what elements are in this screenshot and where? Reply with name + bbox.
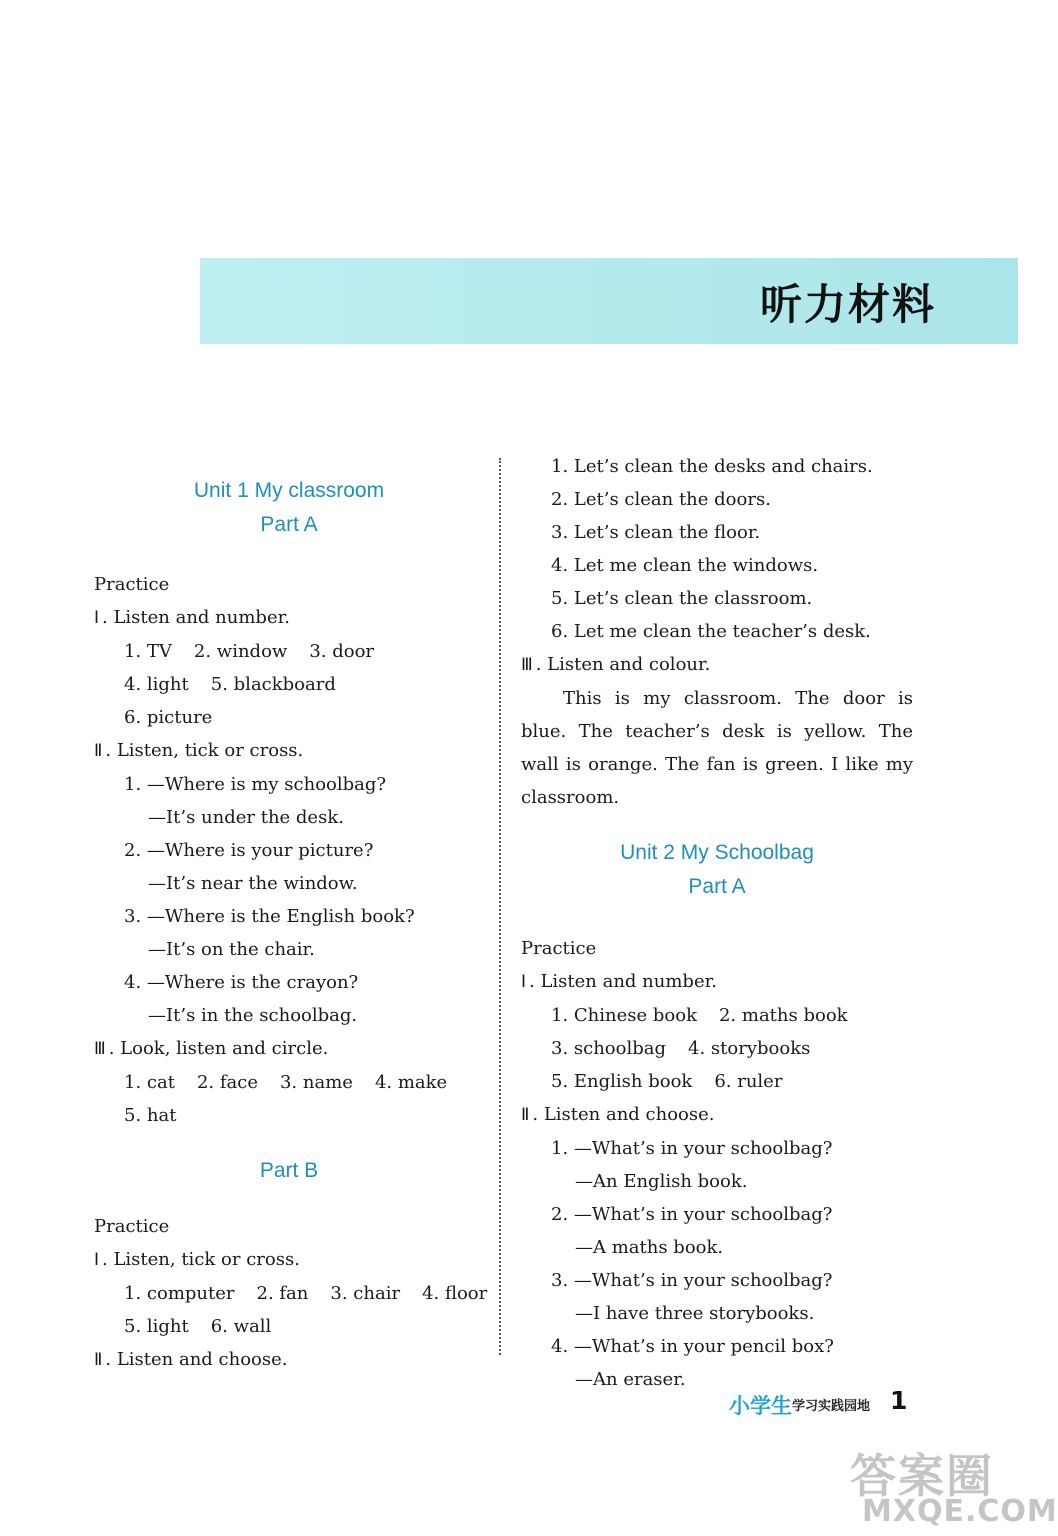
column-divider xyxy=(499,458,501,1355)
item-row: 1. Chinese book 2. maths book xyxy=(551,1005,848,1026)
item-row: 1. TV 2. window 3. door xyxy=(124,641,375,662)
answer-line: —A maths book. xyxy=(575,1237,724,1258)
question-line: 3. —What’s in your schoolbag? xyxy=(551,1270,833,1291)
answer-line: —It’s under the desk. xyxy=(148,807,344,828)
section-heading: Ⅱ . Listen and choose. xyxy=(94,1349,288,1370)
sentence-line: 6. Let me clean the teacher’s desk. xyxy=(551,621,871,642)
question-line: 1. —What’s in your schoolbag? xyxy=(551,1138,833,1159)
unit-heading: Unit 2 My Schoolbag xyxy=(620,841,814,864)
answer-line: —It’s in the schoolbag. xyxy=(148,1005,358,1026)
title-banner xyxy=(200,258,1018,344)
section-heading: Ⅰ . Listen and number. xyxy=(94,607,290,628)
section-heading: Ⅲ . Look, listen and circle. xyxy=(94,1038,329,1059)
answer-line: —It’s on the chair. xyxy=(148,939,315,960)
footer-brand: 小学生 xyxy=(729,1394,792,1418)
answer-line: —I have three storybooks. xyxy=(575,1303,815,1324)
watermark-logo: 答案圈 xyxy=(850,1449,994,1503)
item-row: 6. picture xyxy=(124,707,213,728)
item-row: 5. light 6. wall xyxy=(124,1316,272,1337)
page-title: 听力材料 xyxy=(759,280,936,329)
listening-paragraph: This is my classroom. The door is blue. The teacher’s desk is yellow. The wall is orange. The fan is green. I like my classroom. xyxy=(521,688,913,808)
right-column xyxy=(521,450,913,1396)
page-number: 1 xyxy=(890,1386,908,1415)
question-line: 4. —Where is the crayon? xyxy=(124,972,359,993)
question-line: 2. —What’s in your schoolbag? xyxy=(551,1204,833,1225)
practice-heading: Practice xyxy=(521,938,597,959)
part-heading: Part A xyxy=(260,513,318,536)
item-row: 4. light 5. blackboard xyxy=(124,674,336,695)
section-heading: Ⅰ . Listen and number. xyxy=(521,971,717,992)
left-column xyxy=(94,479,488,1377)
part-heading: Part B xyxy=(259,1159,319,1182)
unit-heading: Unit 1 My classroom xyxy=(193,479,385,502)
sentence-line: 5. Let’s clean the classroom. xyxy=(551,588,813,609)
item-row: 5. English book 6. ruler xyxy=(551,1071,783,1092)
item-row: 3. schoolbag 4. storybooks xyxy=(551,1038,811,1059)
sentence-line: 4. Let me clean the windows. xyxy=(551,555,819,576)
answer-line: —An English book. xyxy=(575,1171,748,1192)
sentence-line: 2. Let’s clean the doors. xyxy=(551,489,771,510)
section-heading: Ⅱ . Listen and choose. xyxy=(521,1104,715,1125)
question-line: 2. —Where is your picture? xyxy=(124,840,374,861)
section-heading: Ⅱ . Listen, tick or cross. xyxy=(94,740,304,761)
sentence-line: 3. Let’s clean the floor. xyxy=(551,522,761,543)
section-heading: Ⅲ . Listen and colour. xyxy=(521,654,711,675)
item-row: 1. computer 2. fan 3. chair 4. floor xyxy=(124,1283,488,1304)
question-line: 1. —Where is my schoolbag? xyxy=(124,774,387,795)
sentence-line: 1. Let’s clean the desks and chairs. xyxy=(551,456,873,477)
item-row: 1. cat 2. face 3. name 4. make xyxy=(124,1072,448,1093)
practice-heading: Practice xyxy=(94,1216,170,1237)
question-line: 3. —Where is the English book? xyxy=(124,906,415,927)
practice-heading: Practice xyxy=(94,574,170,595)
question-line: 4. —What’s in your pencil box? xyxy=(551,1336,834,1357)
section-heading: Ⅰ . Listen, tick or cross. xyxy=(94,1249,300,1270)
watermark-url: MXQE.COM xyxy=(862,1494,1058,1529)
part-heading: Part A xyxy=(688,875,746,898)
answer-line: —An eraser. xyxy=(575,1369,686,1390)
footer-subtitle: 学习实践园地 xyxy=(792,1399,871,1414)
answer-line: —It’s near the window. xyxy=(148,873,358,894)
item-row: 5. hat xyxy=(124,1105,177,1126)
